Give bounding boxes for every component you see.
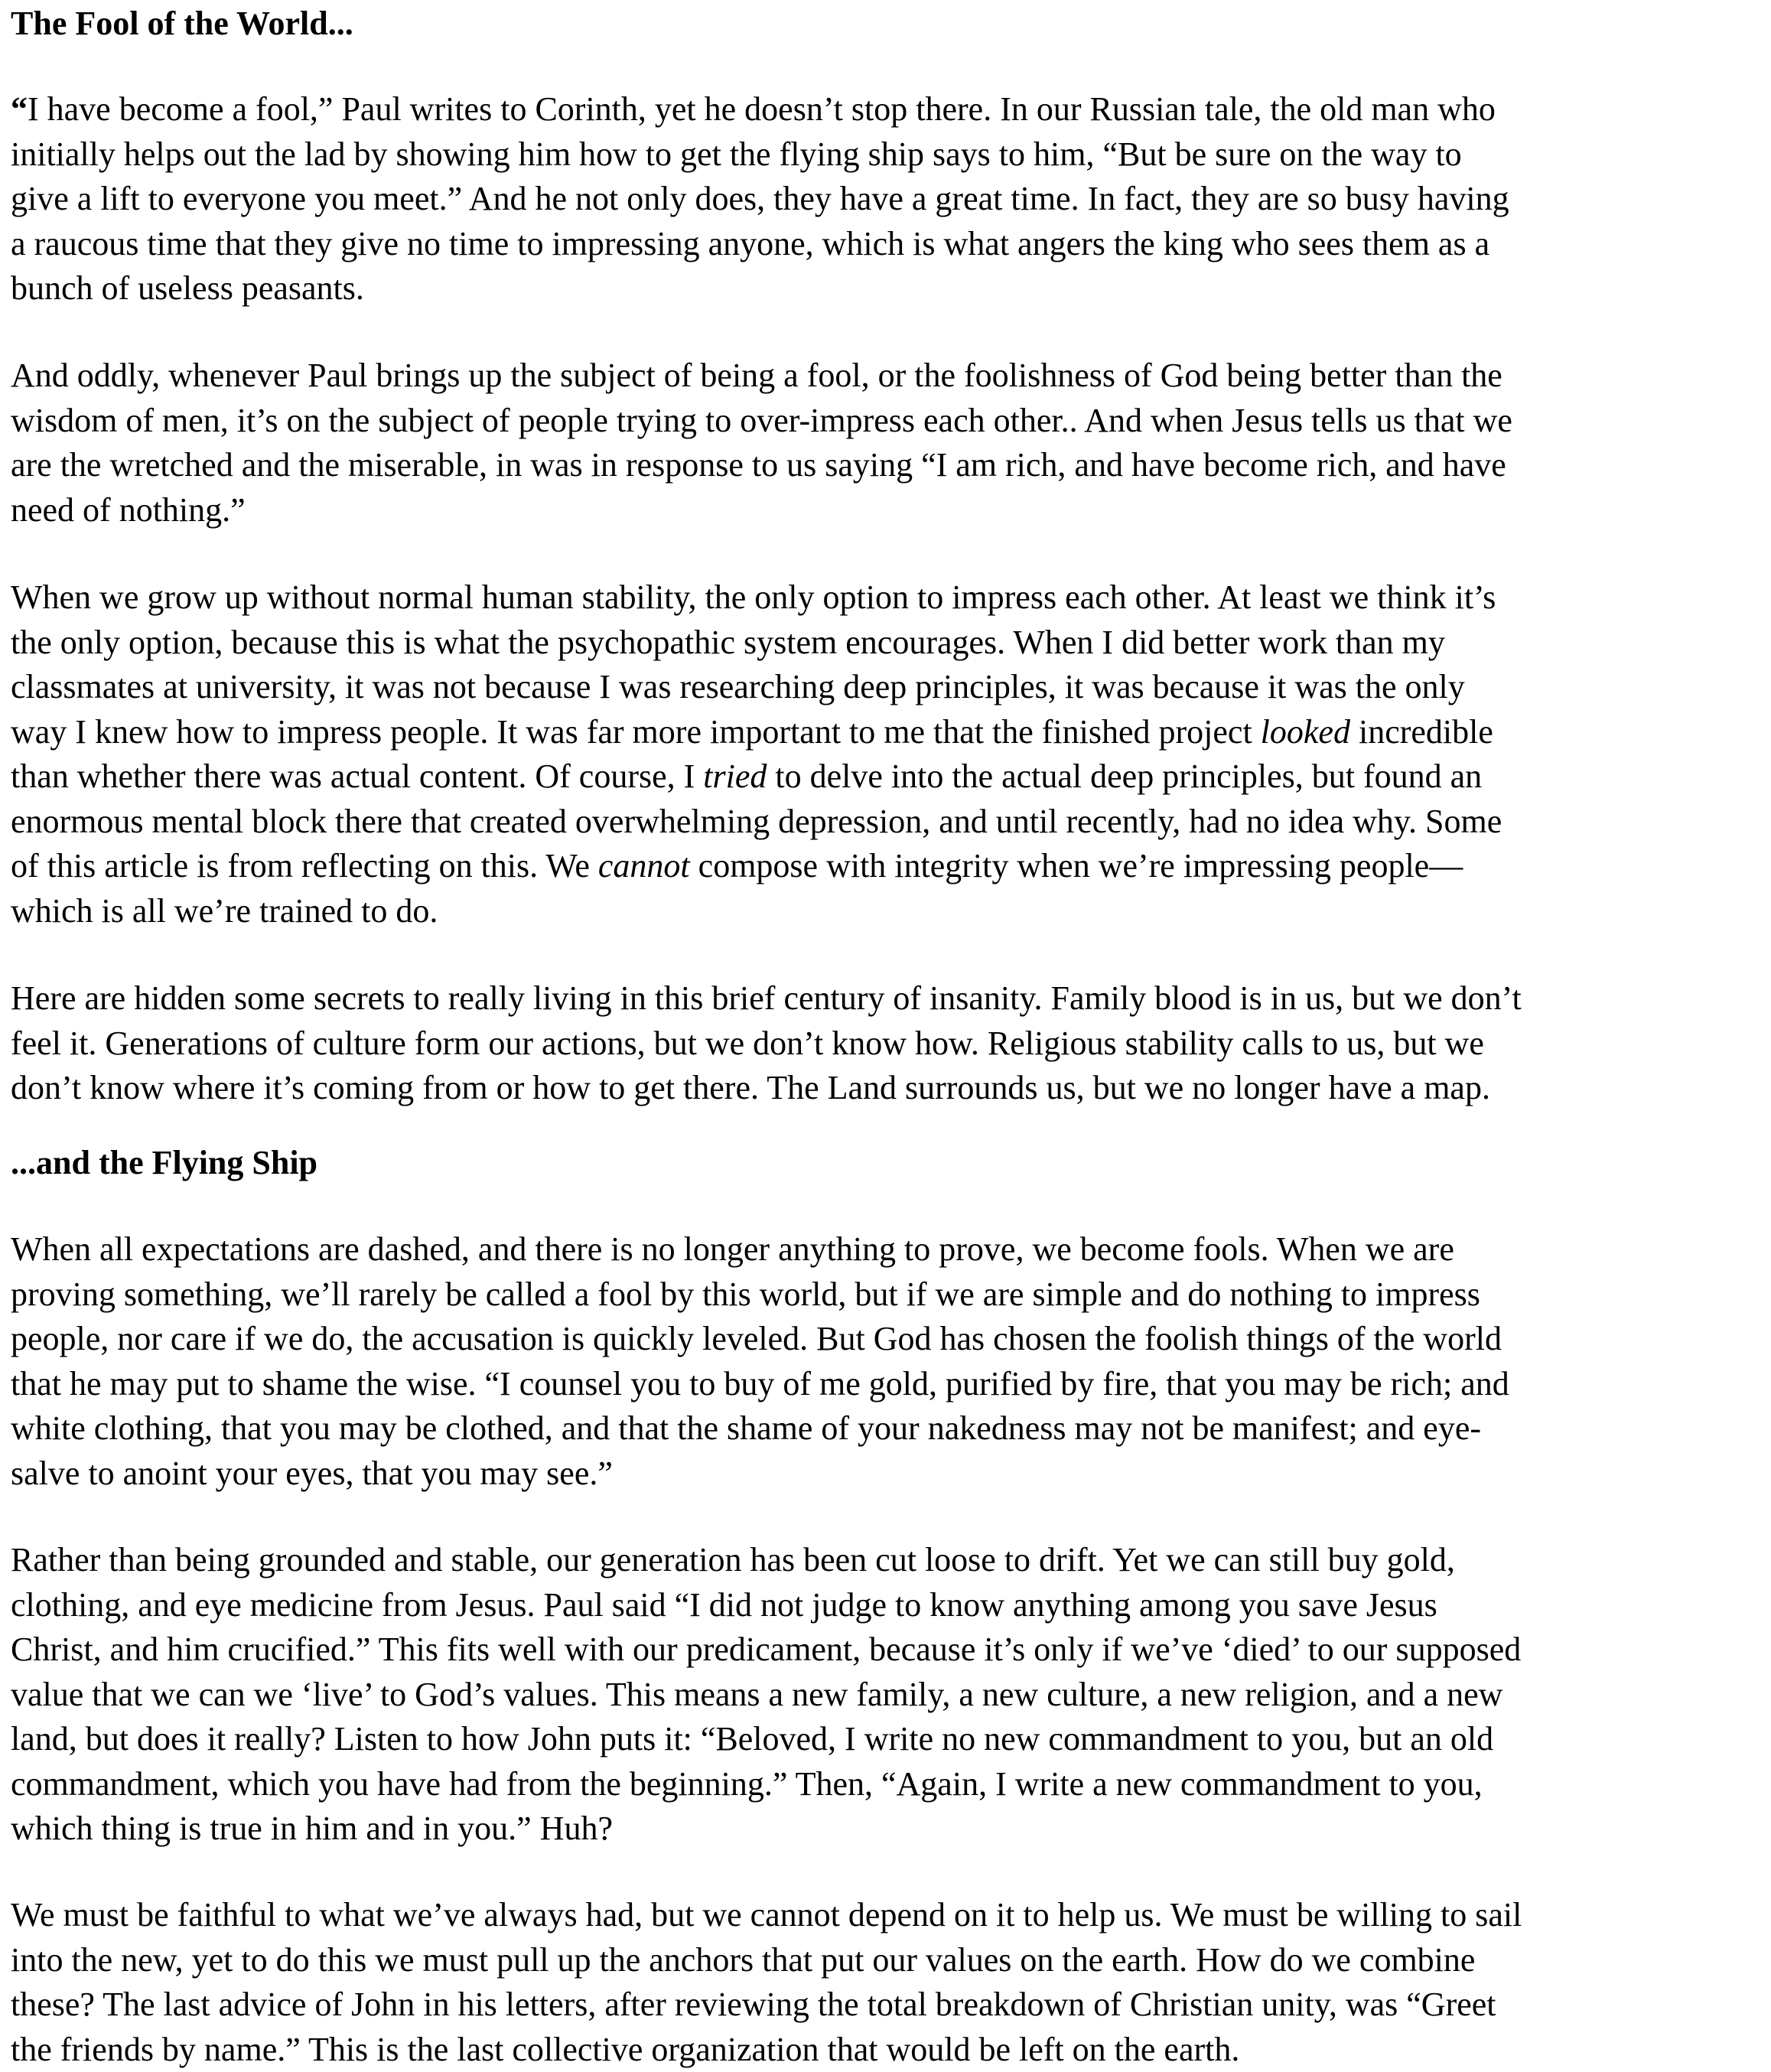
paragraph-7 [11, 1893, 1763, 2072]
text-line: give a lift to everyone you meet.” And he not only does, they have a great time. In fact, they are so busy having [11, 177, 1763, 222]
paragraph-5 [11, 1227, 1763, 1496]
paragraph-2 [11, 353, 1763, 533]
paragraph-6 [11, 1538, 1763, 1852]
paragraph-1 [11, 87, 1763, 311]
text-line: a raucous time that they give no time to impressing anyone, which is what angers the king who sees them as a [11, 222, 1763, 267]
text-line: than whether there was actual content. Of course, I tried to delve into the actual deep principles, but found an [11, 754, 1763, 800]
text-line: are the wretched and the miserable, in was in response to us saying “I am rich, and have become rich, and have [11, 443, 1763, 488]
text-line: wisdom of men, it’s on the subject of people trying to over-impress each other.. And when Jesus tells us that we [11, 399, 1763, 444]
text-line: And oddly, whenever Paul brings up the subject of being a fool, or the foolishness of God being better than the [11, 353, 1763, 399]
text-line: When we grow up without normal human stability, the only option to impress each other. At least we think it’s [11, 575, 1763, 621]
text-line: need of nothing.” [11, 488, 1763, 533]
text-line: land, but does it really? Listen to how John puts it: “Beloved, I write no new commandment to you, but an old [11, 1717, 1763, 1762]
text-line: the only option, because this is what the psychopathic system encourages. When I did better work than my [11, 621, 1763, 666]
paragraph-3 [11, 575, 1763, 933]
text-line: don’t know where it’s coming from or how to get there. The Land surrounds us, but we no longer have a map. [11, 1066, 1763, 1111]
text-line: enormous mental block there that created overwhelming depression, and until recently, had no idea why. Some [11, 800, 1763, 845]
text-line: white clothing, that you may be clothed, and that the shame of your nakedness may not be manifest; and eye- [11, 1406, 1763, 1451]
text-line: “I have become a fool,” Paul writes to Corinth, yet he doesn’t stop there. In our Russian tale, the old man who [11, 87, 1763, 132]
text-line: commandment, which you have had from the beginning.” Then, “Again, I write a new commandment to you, [11, 1762, 1763, 1807]
text-line: Here are hidden some secrets to really living in this brief century of insanity. Family blood is in us, but we don’t [11, 976, 1763, 1021]
document-title: The Fool of the World... [11, 2, 353, 46]
text-line: value that we can we ‘live’ to God’s values. This means a new family, a new culture, a new religion, and a new [11, 1673, 1763, 1718]
text-line: Rather than being grounded and stable, our generation has been cut loose to drift. Yet we can still buy gold, [11, 1538, 1763, 1583]
text-line: people, nor care if we do, the accusation is quickly leveled. But God has chosen the foolish things of the world [11, 1317, 1763, 1362]
text-line: We must be faithful to what we’ve always had, but we cannot depend on it to help us. We must be willing to sail [11, 1893, 1763, 1938]
text-line: that he may put to shame the wise. “I counsel you to buy of me gold, purified by fire, that you may be rich; and [11, 1362, 1763, 1407]
text-line: clothing, and eye medicine from Jesus. Paul said “I did not judge to know anything among you save Jesus [11, 1583, 1763, 1628]
text-line: feel it. Generations of culture form our actions, but we don’t know how. Religious stability calls to us, but we [11, 1021, 1763, 1067]
text-line: the friends by name.” This is the last collective organization that would be left on the earth. [11, 2028, 1763, 2072]
text-line: Christ, and him crucified.” This fits well with our predicament, because it’s only if we’ve ‘died’ to our supposed [11, 1627, 1763, 1673]
paragraph-4 [11, 976, 1763, 1111]
text-line: into the new, yet to do this we must pull up the anchors that put our values on the earth. How do we combine [11, 1938, 1763, 1983]
text-line: proving something, we’ll rarely be called a fool by this world, but if we are simple and do nothing to impress [11, 1272, 1763, 1318]
text-line: way I knew how to impress people. It was far more important to me that the finished project looked incredible [11, 710, 1763, 755]
text-line: When all expectations are dashed, and there is no longer anything to prove, we become fools. When we are [11, 1227, 1763, 1272]
text-line: classmates at university, it was not because I was researching deep principles, it was because it was the only [11, 665, 1763, 710]
text-line: initially helps out the lad by showing him how to get the flying ship says to him, “But be sure on the way to [11, 132, 1763, 178]
text-line: of this article is from reflecting on this. We cannot compose with integrity when we’re impressing people— [11, 844, 1763, 889]
text-line: these? The last advice of John in his letters, after reviewing the total breakdown of Christian unity, was “Greet [11, 1982, 1763, 2028]
text-line: salve to anoint your eyes, that you may see.” [11, 1451, 1763, 1497]
text-line: which is all we’re trained to do. [11, 889, 1763, 934]
section-heading: ...and the Flying Ship [11, 1141, 317, 1185]
text-line: which thing is true in him and in you.” Huh? [11, 1806, 1763, 1852]
text-line: bunch of useless peasants. [11, 266, 1763, 311]
